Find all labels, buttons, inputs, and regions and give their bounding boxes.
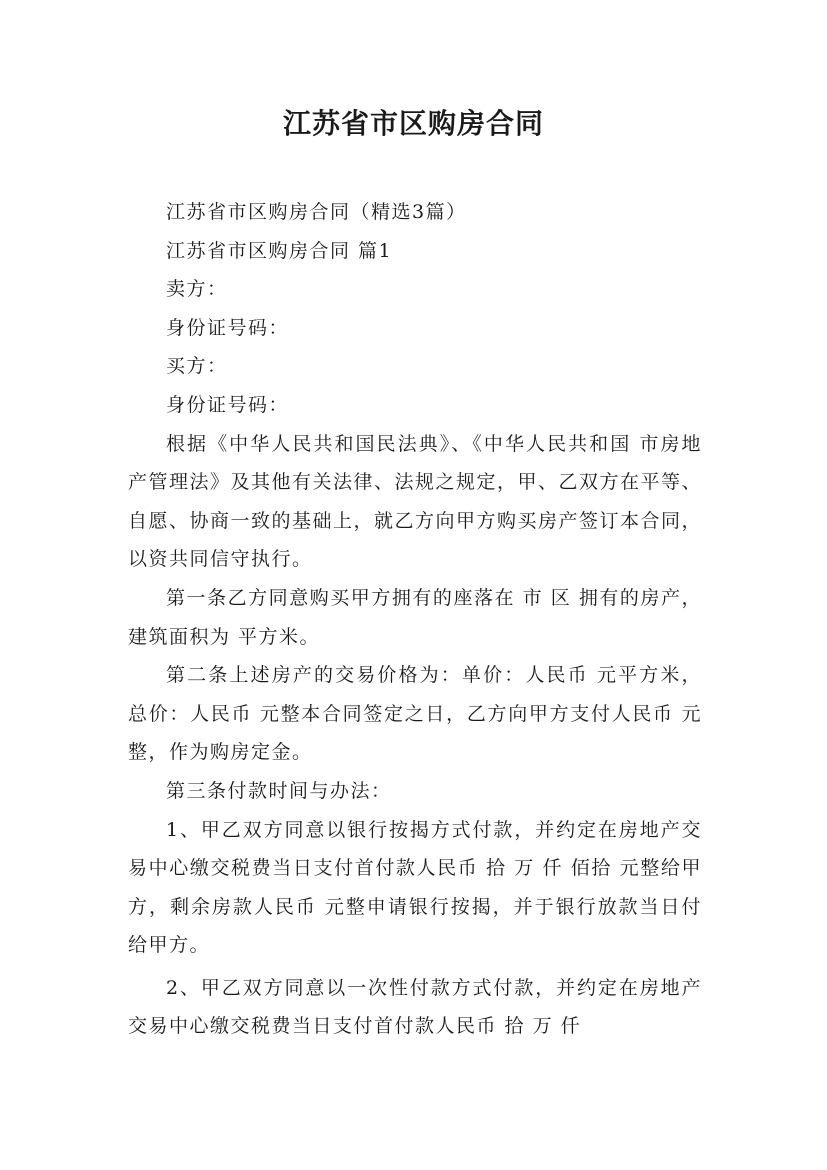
paragraph-section-heading: 江苏省市区购房合同 篇1 <box>166 239 393 262</box>
document-body <box>128 193 702 1046</box>
paragraph-buyer: 买方： <box>166 355 228 378</box>
paragraph-preamble: 根据《中华人民共和国民法典》、《中华人民共和国 市房地产管理法》及其他有关法律、法规之规定，甲、乙双方在平等、自愿、协商一致的基础上，就乙方向甲方购买房产签订本合同，以资共同信守执行。 <box>128 432 703 571</box>
paragraph-seller-id: 身份证号码： <box>166 316 290 339</box>
paragraph-clause-2: 2、甲乙双方同意以一次性付款方式付款，并约定在房地产交易中心缴交税费当日支付首付款人民币 拾 万 仟 <box>128 976 702 1038</box>
paragraph-article-2: 第二条上述房产的交易价格为：单价：人民币 元平方米，总价：人民币 元整本合同签定之日，乙方向甲方支付人民币 元整，作为购房定金。 <box>128 664 702 764</box>
paragraph-subtitle: 江苏省市区购房合同（精选3篇） <box>166 201 467 223</box>
paragraph-article-1: 第一条乙方同意购买甲方拥有的座落在 市 区 拥有的房产，建筑面积为 平方米。 <box>128 586 702 648</box>
document-title: 江苏省市区购房合同 <box>282 107 544 140</box>
paragraph-clause-1: 1、甲乙双方同意以银行按揭方式付款，并约定在房地产交易中心缴交税费当日支付首付款人民币 拾 万 仟 佰拾 元整给甲方，剩余房款人民币 元整申请银行按揭，并于银行放款当日付给甲方。 <box>128 818 702 957</box>
paragraph-buyer-id: 身份证号码： <box>166 393 290 416</box>
paragraph-article-3: 第三条付款时间与办法： <box>166 779 392 802</box>
paragraph-seller: 卖方： <box>166 278 228 301</box>
